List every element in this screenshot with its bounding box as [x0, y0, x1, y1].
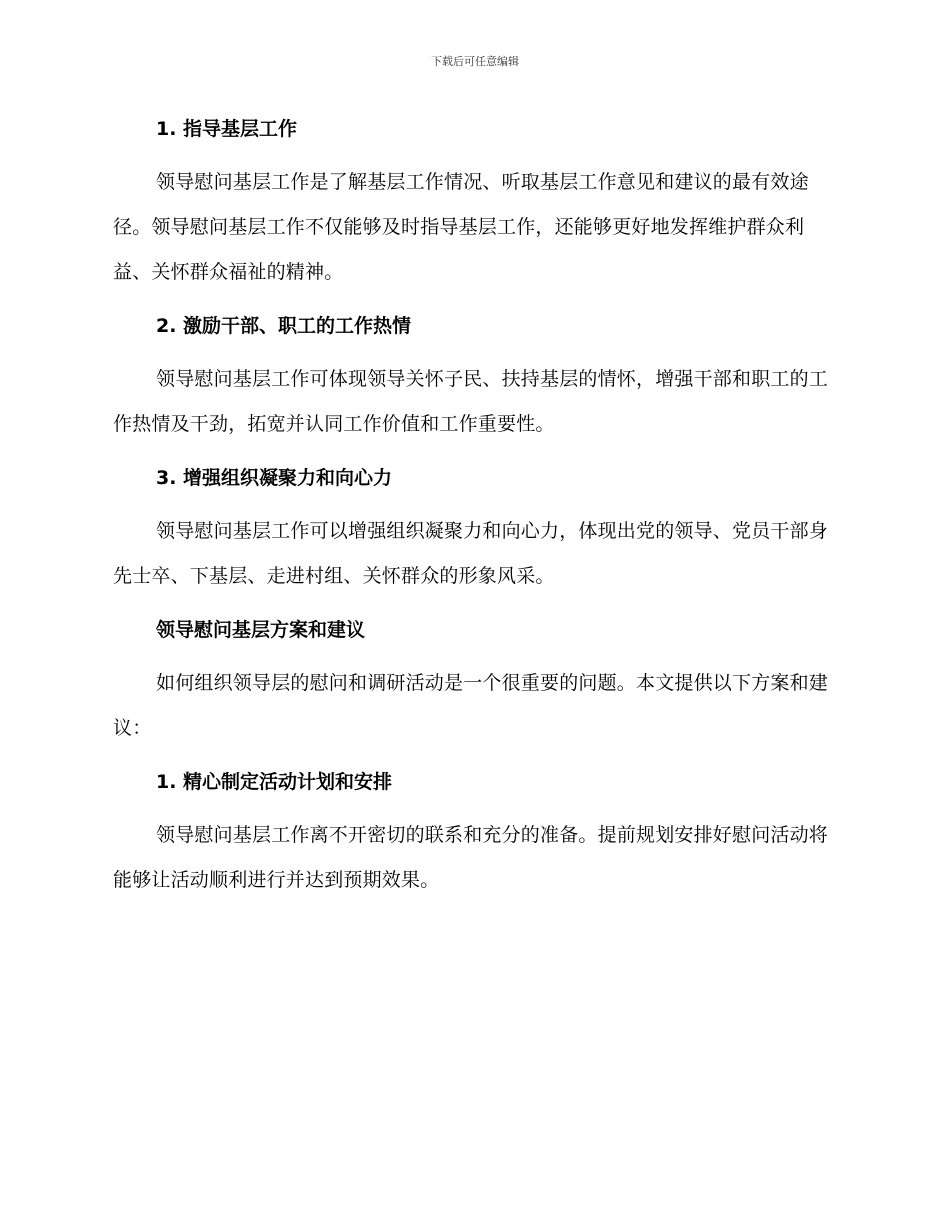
section-heading-3: 3. 增强组织凝聚力和向心力 [156, 467, 393, 489]
section-heading-plan-1: 1. 精心制定活动计划和安排 [156, 771, 393, 793]
header-note: 下载后可任意编辑 [431, 55, 519, 68]
document-body [113, 110, 835, 915]
paragraph-plan-intro: 如何组织领导层的慰问和调研活动是一个很重要的问题。本文提供以下方案和建议： [113, 672, 829, 739]
paragraph-2: 领导慰问基层工作可体现领导关怀子民、扶持基层的情怀，增强干部和职工的工作热情及干劲，拓宽并认同工作价值和工作重要性。 [113, 368, 829, 435]
section-heading-2: 2. 激励干部、职工的工作热情 [156, 315, 412, 337]
paragraph-3: 领导慰问基层工作可以增强组织凝聚力和向心力，体现出党的领导、党员干部身先士卒、下基层、走进村组、关怀群众的形象风采。 [113, 520, 829, 587]
paragraph-1: 领导慰问基层工作是了解基层工作情况、听取基层工作意见和建议的最有效途径。领导慰问基层工作不仅能够及时指导基层工作，还能够更好地发挥维护群众利益、关怀群众福祉的精神。 [113, 171, 809, 283]
section-heading-plan: 领导慰问基层方案和建议 [156, 619, 366, 641]
paragraph-plan-1: 领导慰问基层工作离不开密切的联系和充分的准备。提前规划安排好慰问活动将能够让活动顺利进行并达到预期效果。 [113, 824, 829, 891]
section-heading-1: 1. 指导基层工作 [156, 118, 298, 140]
